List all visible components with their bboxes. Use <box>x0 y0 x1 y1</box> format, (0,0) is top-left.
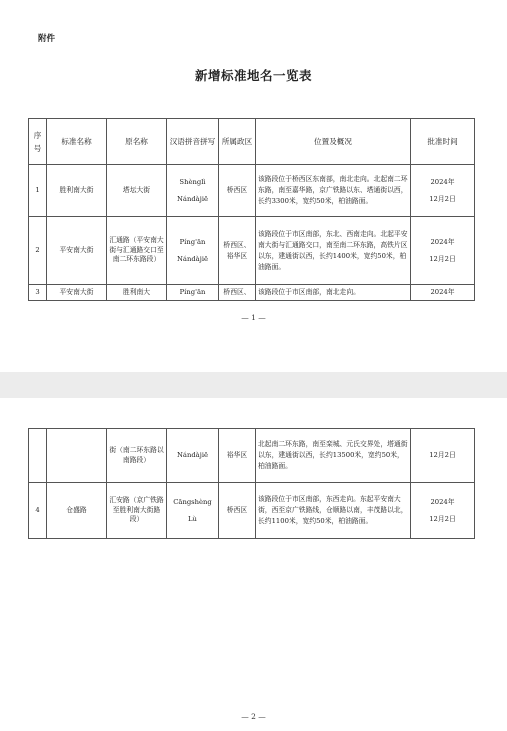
pinyin-line-2: Lù <box>188 514 197 523</box>
table-row <box>29 429 475 483</box>
header-district: 所属政区 <box>219 119 256 165</box>
row-orig-name: 汇安路（京广铁路至胜利南大街路段） <box>107 483 167 539</box>
row-pinyin <box>167 165 219 217</box>
row-approval <box>411 483 475 539</box>
row-district-part2: 裕华区 <box>219 429 256 483</box>
row-pinyin-line-1: Píng'ān <box>167 285 219 301</box>
approval-date: 12月2日 <box>429 254 456 263</box>
table-header-row <box>29 119 475 165</box>
row-pinyin <box>167 217 219 285</box>
row-district: 桥西区 <box>219 483 256 539</box>
row-pinyin-line-2: Nándàjiē <box>167 429 219 483</box>
page-gap <box>0 372 507 398</box>
page-2 <box>0 398 507 731</box>
row-approval-date: 12月2日 <box>411 429 475 483</box>
row-std-name: 仓盛路 <box>47 483 107 539</box>
page-number-1: — 1 — <box>241 313 266 322</box>
header-orig-name: 原名称 <box>107 119 167 165</box>
table-row <box>29 165 475 217</box>
pinyin-line-1: Shènglì <box>179 177 206 186</box>
row-std-name: 平安南大街 <box>47 217 107 285</box>
row-location: 该路段位于市区南部，东北、西南走向。北起平安南大街与汇通路交口，南至南二环东路，高铁片区以东，建通街以西，长约1400米，宽约50米，柏油路面。 <box>256 217 411 285</box>
approval-year: 2024年 <box>430 237 455 246</box>
header-seq: 序号 <box>29 119 47 165</box>
row-district: 桥西区、裕华区 <box>219 217 256 285</box>
place-names-table-page2 <box>28 428 475 539</box>
row-orig-name-part1: 胜利南大 <box>107 285 167 301</box>
table-row <box>29 285 475 301</box>
row-pinyin <box>167 483 219 539</box>
row-orig-name: 塔坛大街 <box>107 165 167 217</box>
row-orig-name-part2: 街（南二环东路以南路段） <box>107 429 167 483</box>
approval-date: 12月2日 <box>429 514 456 523</box>
table-row <box>29 483 475 539</box>
row-orig-name: 汇通路（平安南大街与汇通路交口至南二环东路段） <box>107 217 167 285</box>
row-location-part2: 北起南二环东路，南至栾城、元氏交界处，塔通街以东，建通街以西，长约13500米，宽约50米，柏油路面。 <box>256 429 411 483</box>
attachment-label: 附件 <box>38 34 56 44</box>
row-std-name: 平安南大街 <box>47 285 107 301</box>
row-approval-year: 2024年 <box>411 285 475 301</box>
document-title: 新增标准地名一览表 <box>194 68 312 83</box>
row-approval <box>411 165 475 217</box>
pinyin-line-2: Nándàjiē <box>176 254 209 263</box>
table-row <box>29 217 475 285</box>
row-seq: 2 <box>29 217 47 285</box>
row-location-part1: 该路段位于市区南部，南北走向。 <box>256 285 411 301</box>
row-seq: 1 <box>29 165 47 217</box>
row-approval <box>411 217 475 285</box>
row-location: 该路段位于桥西区东南部，南北走向。北起南二环东路，南至嘉华路，京广铁路以东、塔通街以西，长约3300米，宽约50米，柏油路面。 <box>256 165 411 217</box>
approval-year: 2024年 <box>430 497 455 506</box>
row-district: 桥西区 <box>219 165 256 217</box>
row-district-part1: 桥西区、 <box>219 285 256 301</box>
header-approval: 批准时间 <box>411 119 475 165</box>
approval-year: 2024年 <box>430 177 455 186</box>
header-location: 位置及概况 <box>256 119 411 165</box>
place-names-table-page1 <box>28 118 475 301</box>
approval-date: 12月2日 <box>429 194 456 203</box>
row-seq: 3 <box>29 285 47 301</box>
row-location: 该路段位于市区南部，东西走向。东起平安南大街，西至京广铁路线，仓顺路以南，丰茂路以北，长约1100米，宽约50米，柏油路面。 <box>256 483 411 539</box>
page-number-2: — 2 — <box>241 712 266 721</box>
header-std-name: 标准名称 <box>47 119 107 165</box>
pinyin-line-1: Cāngshèng <box>173 497 212 506</box>
row-std-name: 胜利南大街 <box>47 165 107 217</box>
header-pinyin: 汉语拼音拼写 <box>167 119 219 165</box>
pinyin-line-2: Nándàjiē <box>176 194 209 203</box>
row-seq: 4 <box>29 483 47 539</box>
pinyin-line-1: Píng'ān <box>179 237 206 246</box>
